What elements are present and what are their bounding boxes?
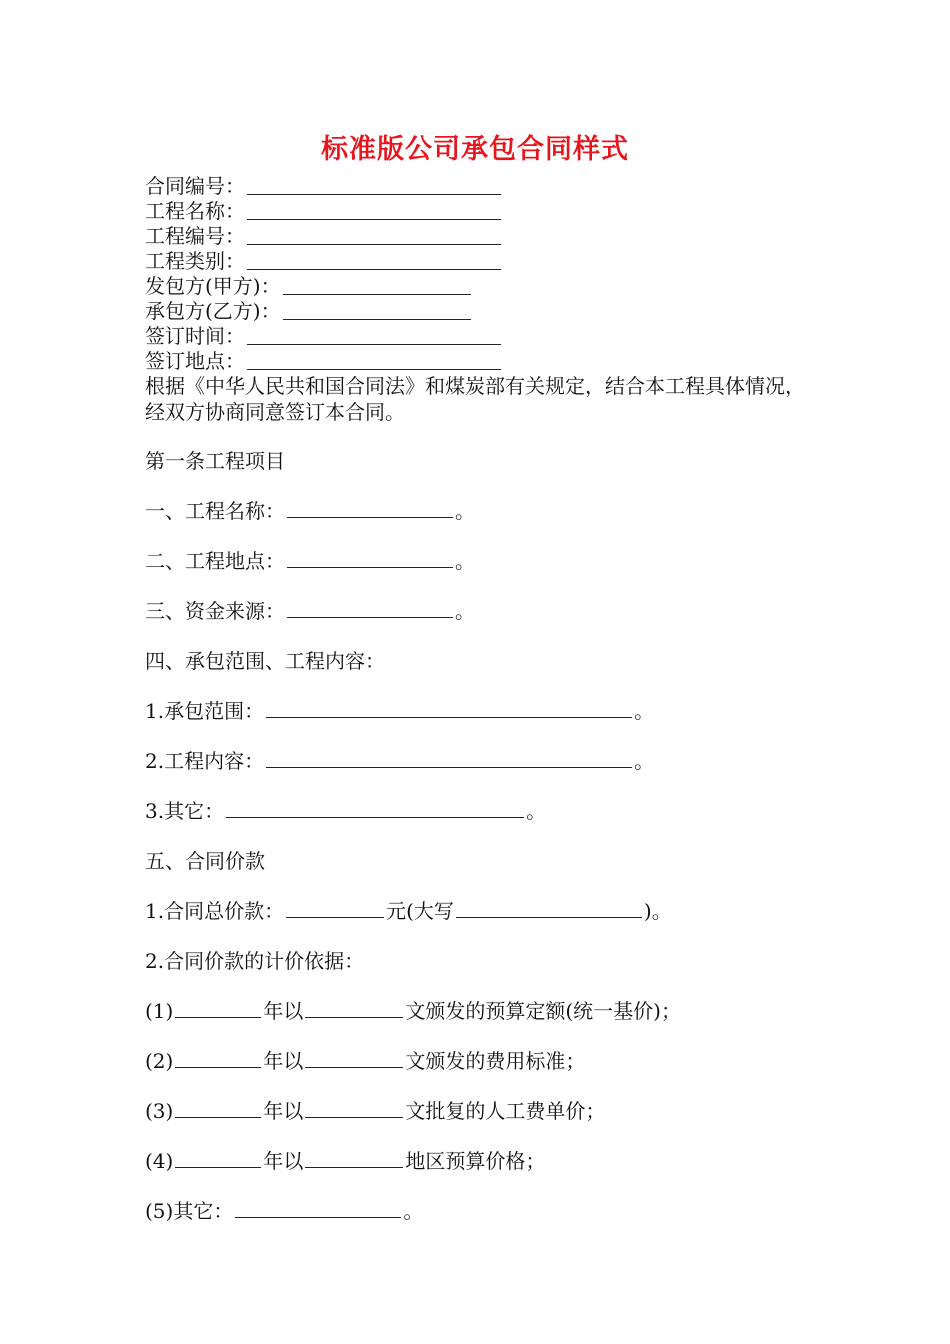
item-label: 一、工程名称： [145,499,285,523]
basis-5-other-blank[interactable] [235,1198,401,1218]
item-other [145,798,546,824]
item-text: 年以 [263,1049,304,1073]
item-label: (5)其它： [145,1199,234,1223]
price-heading: 五、合同价款 [145,849,265,873]
project-category-blank[interactable] [247,249,501,270]
document-title: 标准版公司承包合同样式 [321,134,629,165]
field-contract-number [145,174,503,199]
basis-item-1 [145,998,681,1024]
party-a-blank[interactable] [283,274,471,295]
item-text: 年以 [263,1099,304,1123]
period: 。 [455,549,475,573]
party-b-blank[interactable] [283,299,471,320]
suffix: )。 [643,899,672,923]
item-project-name-blank[interactable] [287,498,453,518]
item-label: 1.合同总价款： [145,899,285,923]
item-label: 三、资金来源： [145,599,285,623]
project-name-blank[interactable] [247,199,501,220]
item-number: (3) [145,1099,174,1123]
item-label: 3.其它： [145,799,225,823]
project-content-blank[interactable] [266,748,632,768]
field-label: 工程编号： [145,224,245,248]
field-project-category [145,249,503,274]
field-label: 承包方(乙方)： [145,299,281,323]
contract-number-blank[interactable] [247,174,501,195]
item-text: 年以 [263,999,304,1023]
item-number: (4) [145,1149,174,1173]
sign-date-blank[interactable] [247,324,501,345]
item-project-content [145,748,654,774]
price-basis-heading: 2.合同价款的计价依据： [145,949,365,973]
basis-item-5 [145,1198,423,1224]
item-project-name [145,498,475,524]
sign-place-blank[interactable] [247,349,501,370]
item-text: 地区预算价格； [405,1149,546,1173]
item-contract-scope [145,698,654,724]
other-blank[interactable] [226,798,524,818]
total-amount-words-blank[interactable] [456,898,642,918]
contract-scope-blank[interactable] [266,698,632,718]
field-label: 工程名称： [145,199,245,223]
field-label: 工程类别： [145,249,245,273]
item-label: 1.承包范围： [145,699,265,723]
basis-item-4 [145,1148,545,1174]
period: 。 [526,799,547,823]
field-label: 合同编号： [145,174,245,198]
field-label: 签订地点： [145,349,245,373]
intro-paragraph: 根据《中华人民共和国合同法》和煤炭部有关规定，结合本工程具体情况，经双方协商同意签订本合同。 [145,374,805,424]
field-label: 发包方(甲方)： [145,274,281,298]
item-text: 年以 [263,1149,304,1173]
basis-3-doc-blank[interactable] [305,1098,403,1118]
price-total [145,898,672,924]
field-sign-place [145,349,503,374]
item-label: 二、工程地点： [145,549,285,573]
field-party-b [145,299,503,324]
basis-2-doc-blank[interactable] [305,1048,403,1068]
item-scope-and-content: 四、承包范围、工程内容： [145,649,385,673]
contract-header-fields [145,174,503,374]
field-project-number [145,224,503,249]
item-fund-source-blank[interactable] [287,598,453,618]
field-label: 签订时间： [145,324,245,348]
item-number: (1) [145,999,174,1023]
period: 。 [455,599,475,623]
total-amount-blank[interactable] [286,898,384,918]
basis-1-doc-blank[interactable] [305,998,403,1018]
project-number-blank[interactable] [247,224,501,245]
basis-2-year-blank[interactable] [175,1048,261,1068]
basis-item-3 [145,1098,605,1124]
period: 。 [403,1199,424,1223]
period: 。 [455,499,475,523]
period: 。 [634,699,655,723]
basis-4-doc-blank[interactable] [305,1148,403,1168]
unit-label: 元(大写 [386,899,454,923]
field-sign-date [145,324,503,349]
article-1-heading: 第一条工程项目 [145,449,285,473]
item-project-location [145,548,475,574]
field-party-a [145,274,503,299]
item-label: 2.工程内容： [145,749,265,773]
item-number: (2) [145,1049,174,1073]
basis-4-year-blank[interactable] [175,1148,261,1168]
item-project-location-blank[interactable] [287,548,453,568]
item-text: 文颁发的预算定额(统一基价)； [405,999,681,1023]
basis-1-year-blank[interactable] [175,998,261,1018]
item-text: 文批复的人工费单价； [405,1099,606,1123]
item-text: 文颁发的费用标准； [405,1049,586,1073]
period: 。 [634,749,655,773]
basis-item-2 [145,1048,585,1074]
field-project-name [145,199,503,224]
basis-3-year-blank[interactable] [175,1098,261,1118]
item-fund-source [145,598,475,624]
